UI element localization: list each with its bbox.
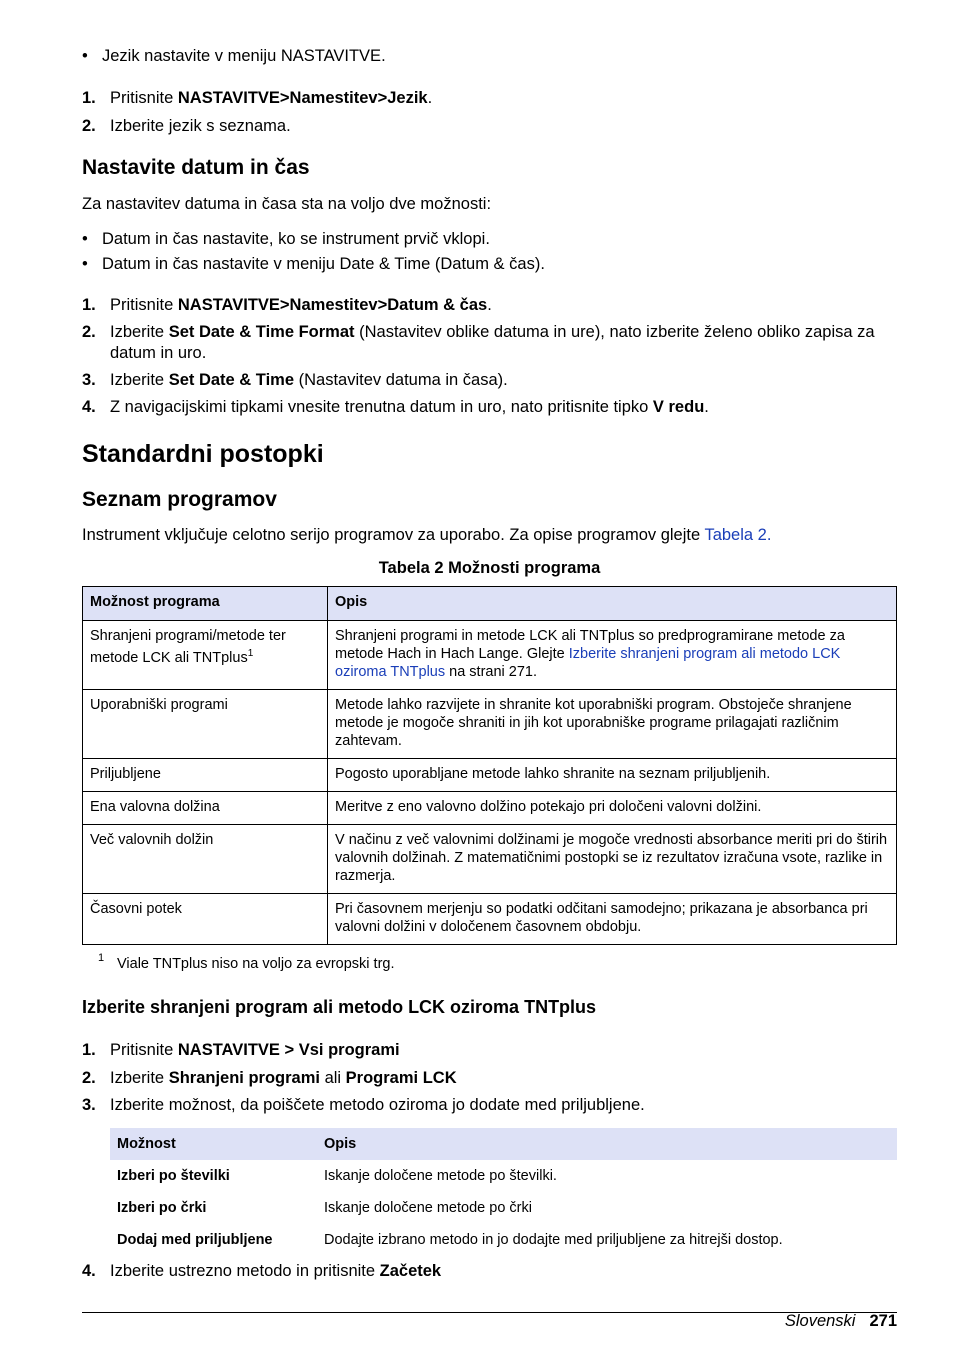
table-row: Časovni potek Pri časovnem merjenju so podatki odčitani samodejno; prikazana je absorbanca pri valovni dolžini v določenem časovnem obdobju.: [83, 894, 897, 945]
table-link[interactable]: Tabela 2: [704, 526, 767, 544]
footer-language: Slovenski: [784, 1312, 856, 1330]
table-header: Možnost programa: [83, 587, 328, 621]
table-header: Opis: [328, 587, 897, 621]
table-row: Izberi po črki Iskanje določene metode po črki: [117, 1200, 532, 1216]
section-heading-programs: Seznam programov: [82, 488, 277, 511]
page-footer: [785, 1312, 897, 1331]
cross-reference-link[interactable]: Izberite shranjeni program ali metodo LCK oziroma TNTplus: [335, 646, 841, 680]
section-heading-datetime: Nastavite datum in čas: [82, 156, 310, 179]
footer-divider: [82, 1312, 897, 1313]
table-row: Ena valovna dolžina Meritve z eno valovno dolžino potekajo pri določeni valovni dolžini.: [83, 792, 897, 825]
table-row: Priljubljene Pogosto uporabljane metode lahko shranite na seznam priljubljenih.: [83, 759, 897, 792]
table-row: Uporabniški programi Metode lahko razvijete in shranite kot uporabniški program. Obstoječe shranjene metode je mogoče shraniti in jih kot uporabniške programe prilagajati različnim zahtevam.: [83, 690, 897, 759]
table-header-row: Možnost Opis: [110, 1128, 897, 1160]
table-row: Shranjeni programi/metode ter metode LCK ali TNTplus$^1$ Shranjeni programi in metode LCK ali TNTplus so predprogramirane metode za metode Hach in Hach Lange. Glejte Izberite shranjeni program ali metodo LCK oziroma TNTplus na strani 271.: [83, 621, 897, 690]
table-row: Izberi po številki Iskanje določene metode po številki.: [117, 1168, 557, 1184]
page-number: 271: [869, 1312, 897, 1330]
table-row: Dodaj med priljubljene Dodajte izbrano metodo in jo dodajte med priljubljene za hitrejši dostop.: [117, 1232, 783, 1248]
main-heading: Standardni postopki: [82, 440, 324, 468]
table-caption: Tabela 2 Možnosti programa: [378, 559, 601, 577]
section-heading-select: Izberite shranjeni program ali metodo LCK oziroma TNTplus: [82, 997, 597, 1017]
table-header-row: [83, 587, 897, 621]
datetime-intro: Za nastavitev datuma in časa sta na voljo dve možnosti:: [82, 195, 492, 213]
select-options-table: [110, 1128, 897, 1256]
programs-intro: Instrument vključuje celotno serijo programov za uporabo. Za opise programov glejte Tabela 2.: [82, 526, 772, 544]
table-row: Več valovnih dolžin V načinu z več valovnimi dolžinami je mogoče vrednosti absorbance meriti pri do štirih valovnih dolžinah. Z matematičnimi postopki se iz rezultatov izračuna vsote, razlike in razmerja.: [83, 825, 897, 894]
programs-table: [82, 586, 897, 945]
